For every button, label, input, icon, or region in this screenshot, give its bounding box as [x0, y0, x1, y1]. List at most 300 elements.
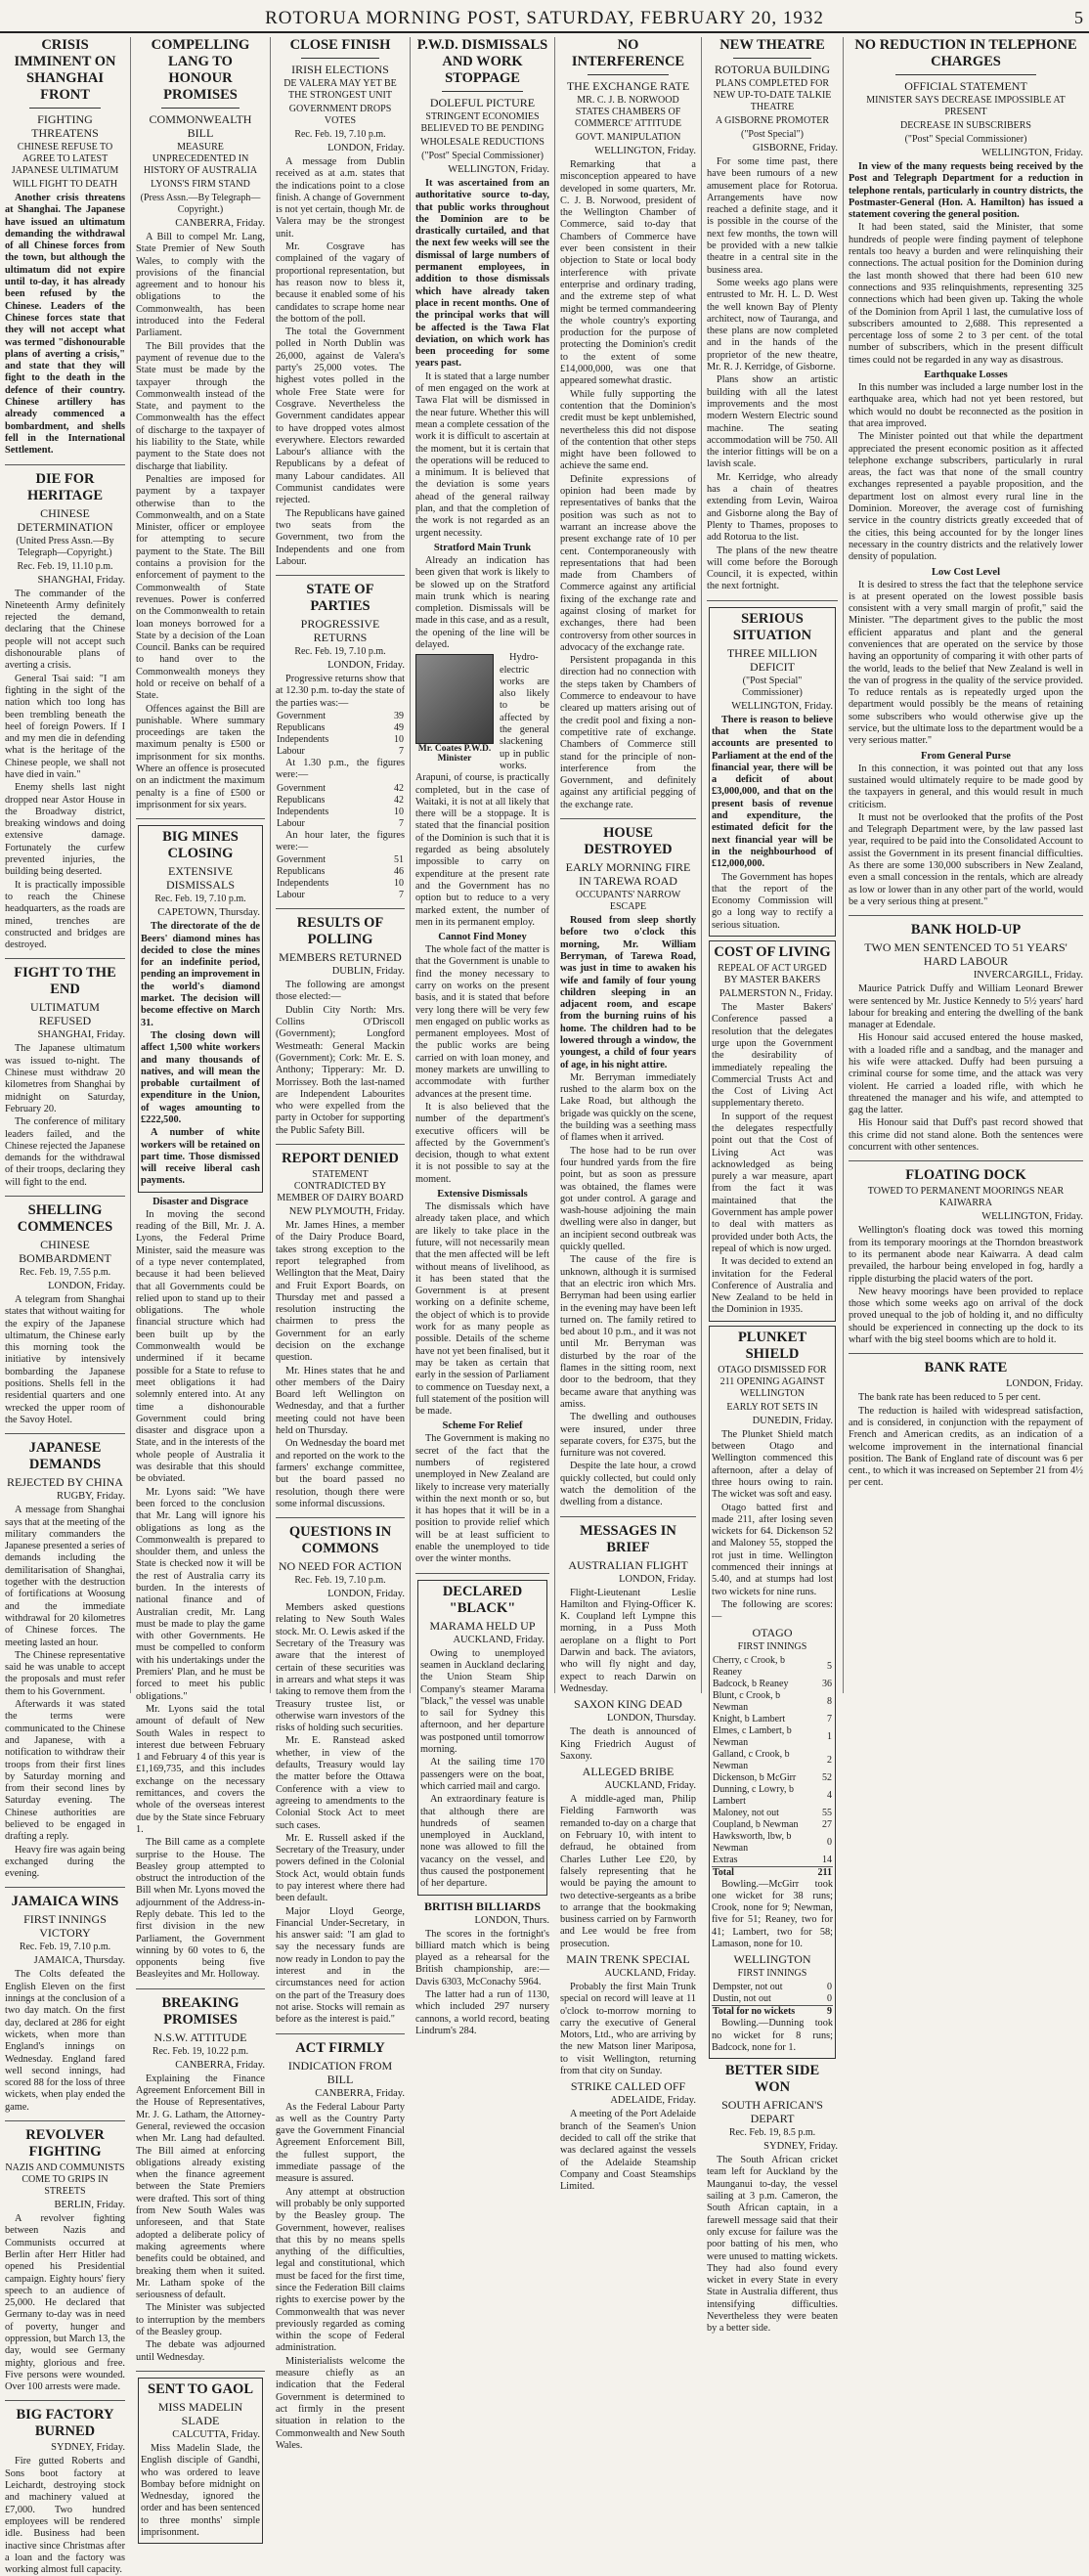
dateline: LONDON, Friday. [48, 1281, 125, 1291]
section-subhead: Scheme For Relief [442, 1420, 523, 1432]
subhead: THE EXCHANGE RATE [566, 79, 690, 93]
deck: STRINGENT ECONOMIES BELIEVED TO BE PENDING [420, 111, 544, 134]
paragraph: The Chinese representative said he was unable to accept the proposals and must refer them to his Government. [5, 1649, 125, 1697]
article-plunket-shield [709, 1326, 836, 2059]
deck: EARLY ROT SETS IN [726, 1401, 818, 1413]
paragraph: Mr. Hines states that he and other members of the Dairy Board left Wellington on Wednesday, and that a further meeting could not have been held on Thursday. [276, 1365, 405, 1437]
table-row [712, 1679, 833, 1690]
subhead: AUSTRALIAN FLIGHT [568, 1557, 688, 1572]
paragraph: Another crisis threatens at Shanghai. The Japanese have issued an ultimatum demanding the withdrawal of all Chinese forces from the town, but although the ultimatum did not expire until to-day, it has already been refused by the Chinese. Leaders of the Chinese forces state that they will not accept what was termed "dishonourable plans of averting a crisis," and state that they will fight to the death in the defence of their country. Chinese artillery has already commenced a bombardment, and shells fell in the International Settlement. [5, 193, 125, 457]
paragraph: Mr. E. Ranstead asked whether, in view of the defaults, Treasury would lay the matter before the Ottawa Conference with a view to agreeing to amendments to the Colonial Stock Act to meet such cases. [276, 1735, 405, 1831]
paragraph: Ministerialists welcome the measure chiefly as an indication that the Federal Government is determined to act firmly in the present situation in relation to the Commonwealth and New South Wales. [276, 2355, 405, 2451]
table-row [276, 854, 405, 866]
paragraph: Roused from sleep shortly before two o'clock this morning, Mr. William Berryman, of Tarewa Road, was just in time to awaken his wife and family of four young children sleeping in an adjacent room, and escape from the burning ruins of his home. The children had to be lowered through a window, the youngest, a child of four years of age, in his night attire. [560, 915, 696, 1070]
paragraph: It is desired to stress the fact that the telephone service is at present operated on the lowest possible basis consistent with a very small margin of profit," said the Minister. "The department gives to the public the most efficient apparatus and plant and the general conveniences that are operated on the service by those having an opportunity of comparing it with other parts of the world, leads to the belief that New Zealand is well in the van of progress in the quality of the service provided. To reduce rentals as is repeatedly urged upon the department would possibly be the means of retaining some subscribers who would otherwise give up the service, but the ultimate loss to the department would be a very serious matter." [849, 579, 1083, 747]
paragraph: Progressive returns show that at 12.30 p.m. to-day the state of the parties was:— [276, 674, 405, 709]
paragraph: A meeting of the Port Adelaide branch of the Seamen's Union decided to call off the strike that was declared against the vessels of the Adelaide Steamship Company and Coast Steamships Limited. [560, 2109, 696, 2193]
article-body [136, 2074, 265, 2364]
runs: 4 [827, 1789, 832, 1801]
article-body [276, 980, 405, 1137]
paragraph: The latter had a run of 1130, which included 297 nursery cannons, a world record, beating Lindrum's 284. [415, 1989, 549, 2036]
dateline: AUCKLAND, Friday. [453, 1634, 544, 1645]
article-body [707, 156, 838, 593]
paragraph: The following are scores:— [712, 1598, 833, 1623]
party-returns-table-3 [276, 854, 405, 901]
paragraph: The debate was adjourned until Wednesday. [136, 2339, 265, 2363]
headline: BIG FACTORY BURNED [16, 2407, 114, 2440]
paragraph: The total the Government polled in North Dublin was 26,000, against de Valera's party's 25,000 votes. The highest votes polled in the whole Free State were for Cosgrave. Nevertheless the Government candidates appear to have dropped votes almost everywhere. Electors rewarded Labour's alliance with the Republicans by a defeat of many Labour candidates. All Communist candidates were rejected. [276, 327, 405, 506]
total-label: Total [712, 1866, 807, 1879]
runs: 7 [827, 1713, 832, 1725]
subhead: MARAMA HELD UP [429, 1618, 536, 1633]
paragraph: The Plunket Shield match between Otago and Wellington commenced this afternoon, after a delay of three hours owing to rain. The wicket was soft and easy. [712, 1428, 833, 1501]
deck: DE VALERA MAY YET BE THE STRONGEST UNIT [283, 78, 397, 101]
runs: 55 [822, 1807, 832, 1818]
subhead: MEMBERS RETURNED [279, 950, 402, 965]
paragraph: There is reason to believe that when the State accounts are presented to Parliament at the end of the financial year, there will be a deficit of about £3,000,000, and that on the present basis of revenue and expenditure, the estimated deficit for the next financial year will be in the neighbourhood of £12,000,000. [712, 714, 833, 870]
party-seats: 46 [394, 866, 404, 878]
dateline: CANBERRA, Friday. [315, 2087, 405, 2099]
paragraph: The Bill provides that the payment of revenue due to the State must be made by the taxpayer through the Commonwealth instead of the State, and payment to the Commonwealth has the effect of discharge to the taxpayer of his liability to the State, while payment to the State does not discharge that liability. [136, 340, 265, 472]
headline: CLOSE FINISH [289, 37, 391, 53]
article-pwd-dismissals [415, 37, 549, 1566]
article-body [5, 1505, 125, 1880]
article-questions-in-commons [276, 1524, 405, 2026]
column-6 [702, 37, 844, 2335]
table-row [276, 722, 405, 734]
table-row [712, 1655, 833, 1679]
innings-label: FIRST INNINGS [737, 1968, 807, 1980]
headline: ACT FIRMLY [295, 2039, 385, 2056]
party-seats: 39 [394, 710, 404, 721]
article-body [712, 715, 833, 932]
article-act-firmly [276, 2040, 405, 2453]
batsman: Hawksworth, lbw, b Newman [713, 1830, 792, 1854]
party-name: Independents [277, 878, 329, 890]
page-number: 5 [1074, 8, 1083, 27]
article-compelling-lang [136, 37, 265, 811]
paragraph: Owing to unemployed seamen in Auckland declaring the Union Steam Ship Company's steamer Marama "black," the vessel was unable to sail for Sydney this afternoon, and her departure was postponed until tomorrow morning. [420, 1647, 544, 1756]
paragraph: On Wednesday the board met and reported on the work to the farmers' exchange committee, but the board passed no resolution, though there were some informal discussions. [276, 1438, 405, 1509]
subhead: STRIKE CALLED OFF [570, 2079, 686, 2094]
batsman: Knight, b Lambert [713, 1713, 786, 1725]
headline: COMPELLING LANG TO HONOUR PROMISES [151, 37, 250, 103]
article-revolver-fighting [5, 2127, 125, 2393]
dateline: LONDON, Thurs. [474, 1914, 549, 1926]
paragraph: The Republicans have gained two seats from the Government, two from the Independents and one from Labour. [276, 507, 405, 567]
batsman: Coupland, b Newman [713, 1818, 799, 1830]
headline: COST OF LIVING [714, 944, 831, 961]
paragraph: At the sailing time 170 passengers were on the boat, which carried mail and cargo. [420, 1757, 544, 1792]
paragraph: Members asked questions relating to New South Wales stock. Mr. O. Lewis asked if the Secretary of the Treasury was aware that the interest of certain of these securities was in arrears and what steps it was taking to remove them from the Treasury trustee list, or otherwise warn investors of the risks of holding such securities. [276, 1602, 405, 1734]
article-body [849, 1225, 1083, 1346]
dateline: WELLINGTON, Friday. [731, 700, 833, 712]
subhead: IRISH ELECTIONS [291, 63, 389, 76]
column-7 [844, 37, 1089, 1693]
article-body [276, 2102, 405, 2453]
headline: RESULTS OF POLLING [296, 915, 384, 948]
subhead: SAXON KING DEAD [574, 1697, 682, 1712]
paragraph: The dismissals which have already taken place, and which are likely to take place in the future, will not necessarily mean that the men affected will be left without means of livelihood, as it has been stated that the Government is at present working on a definite scheme, the object of which is to provide work for as many people as possible. Details of the scheme have not yet been finalised, but it may be taken as certain that early in the session of Parliament to commence on Tuesday next, a full statement of the position will be made. [415, 1201, 549, 1418]
section-subhead: Earthquake Losses [924, 370, 1008, 381]
article-body [712, 1429, 833, 1624]
table-row [712, 1808, 833, 1819]
party-seats: 10 [394, 878, 404, 890]
party-returns-table-1 [276, 711, 405, 758]
table-row [712, 1855, 833, 1867]
bowling-summary: Bowling.—Dunning took no wicket for 8 runs; Badcock, none for 1. [712, 2018, 833, 2053]
article-jamaica-wins [5, 1894, 125, 2114]
paragraph: Wellington's floating dock was towed this morning from its temporary moorings at the Thorndon breastwork to its permanent abode near Kaiwarra. A dead calm prevailed, the harbour being enveloped in fog, hardly a ripple disturbing the placid waters of the port. [849, 1225, 1083, 1285]
article-breaking-promises [136, 1995, 265, 2364]
batsman: Elmes, c Lambert, b Newman [713, 1725, 792, 1748]
deck: MINISTER SAYS DECREASE IMPOSSIBLE AT PRESENT [866, 95, 1066, 117]
subhead: TWO MEN SENTENCED TO 51 YEARS' HARD LABOUR [864, 940, 1067, 969]
headline: MESSAGES IN BRIEF [580, 1522, 676, 1555]
paragraph: Explaining the Finance Agreement Enforcement Bill in the House of Representatives, Mr. J. G. Latham, the Attorney-General, reviewed the occasion when Mr. Lang had defaulted. The Bill aimed at enforcing obligations already existing when the finance agreement between the State Premiers were drafted. This sort of thing from New South Wales was unforeseen, and that State adopted a deliberate policy of making agreements where benefits could be obtained, and breaking them when it suited. Mr. Latham spoke of the seriousness of default. [136, 2073, 265, 2301]
article-body [276, 674, 405, 710]
dateline: SYDNEY, Friday. [51, 2442, 125, 2454]
article-body [415, 1433, 549, 1565]
paragraph: The dwelling and outhouses were insured, under three separate covers, for £375, but the furniture was not covered. [560, 1412, 696, 1460]
headline: FLOATING DOCK [905, 1167, 1026, 1184]
paragraph: The Japanese ultimatum was issued to-night. The Chinese must withdraw 20 kilometres from Shanghai by midnight on Saturday, February 20. [5, 1043, 125, 1114]
paragraph: The Master Bakers' Conference passed a resolution that the delegates urge upon the Government the desirability of immediately repealing the Commercial Trusts Act and the Cost of Living Act supplementary thereto. [712, 1002, 833, 1110]
column-5 [555, 37, 702, 2193]
paragraph: Mr. E. Russell asked if the Secretary of the Treasury, under powers defined in the Colonial Stock Act, would obtain funds to pay interest where there had been default. [276, 1832, 405, 1904]
paragraph: His Honour said accused entered the house masked, with a loaded rifle and a sandbag, and the manager and his wife were attacked. Duffy had been pursuing a criminal course for some time, and the attack was very violent. He carried a loaded rifle, with which he threatened the manager and his wife, and attempted to gag the latter. [849, 1032, 1083, 1116]
table-row [276, 878, 405, 890]
received-time: Rec. Feb. 19, 7.10 p.m. [294, 646, 386, 658]
table-row [276, 711, 405, 722]
article-bank-hold-up [849, 922, 1083, 1154]
table-row [276, 890, 405, 901]
headline: REVOLVER FIGHTING [25, 2127, 105, 2161]
headline: BIG MINES CLOSING [162, 829, 239, 862]
article-results-of-polling [276, 915, 405, 1137]
deck: WHOLESALE REDUCTIONS [420, 137, 544, 148]
article-body [560, 2109, 696, 2193]
paragraph: Mr. Lyons said the total amount of default of New South Wales in respect to interest due between February 1 and February 4 of this year is £1,169,735, and this includes exchange on the necessary remittances, and covers the whole of the overseas interest due by the State since February 1. [136, 1703, 265, 1835]
party-name: Republicans [277, 721, 326, 733]
paragraph: Mr. James Hines, a member of the Dairy Produce Board, takes strong exception to the report telegraphed from Wellington that the Meat, Dairy and Fruit Export Boards, on Thursday met and passed a resolution instructing the chairmen to press the Government for an early decision on the exchange question. [276, 1220, 405, 1364]
table-row [712, 1993, 833, 2006]
dateline: WELLINGTON, Friday. [981, 1211, 1083, 1223]
paragraph: Afterwards it was stated the terms were communicated to the Chinese and Japanese, with a notification to withdraw their troops from their first lines by Saturday morning and from their second lines by Saturday evening. The Chinese authorities are believed to be engaged in drafting a reply. [5, 1699, 125, 1843]
paragraph: Plans show an artistic building with all the latest improvements and the most modern Western Electric sound machine. The seating accommodation will be 750. All the interior fittings will be on a lavish scale. [707, 374, 838, 470]
headline: JAPANESE DEMANDS [28, 1440, 102, 1473]
article-body [560, 915, 696, 1509]
portrait-image [415, 654, 494, 744]
deck: GOVERNMENT DROPS VOTES [288, 104, 392, 126]
party-name: Labour [277, 817, 305, 829]
article-big-factory-burned [5, 2407, 125, 2576]
total-row [712, 2006, 833, 2019]
table-row [712, 1819, 833, 1831]
deck: GOVT. MANIPULATION [575, 132, 681, 143]
paragraph: General Tsai said: "I am fighting in the sight of the nation which too long has been trembling beneath the heel of foreign Powers. If I and my men die in defending what is the heritage of the Chinese people, we shall not have died in vain." [5, 673, 125, 780]
section-subhead: Extensive Dismissals [437, 1189, 528, 1201]
runs: 0 [827, 1836, 832, 1848]
subhead: ULTIMATUM REFUSED [30, 1000, 100, 1028]
batsman: Dempster, not out [713, 1982, 783, 1993]
party-seats: 7 [399, 817, 404, 829]
headline: QUESTIONS IN COMMONS [288, 1524, 392, 1557]
paragraph: In this connection, it was pointed out that any loss sustained would ultimately require to be made good by the taxpayers in general, and this would result in much criticism. [849, 763, 1083, 810]
subhead: EARLY MORNING FIRE IN TAREWA ROAD [565, 860, 691, 889]
press-credit: ("Post" Special Commissioner) [904, 134, 1027, 145]
dateline: JAMAICA, Thursday. [33, 1955, 125, 1967]
paragraph: While fully supporting the contention that the Dominion's credit must be kept unblemished, nevertheless this did not dispose of the contention that other steps might have been followed to achieve the same end. [560, 388, 696, 472]
article-body [5, 1043, 125, 1189]
dateline: INVERCARGILL, Friday. [973, 970, 1083, 982]
subhead: PROGRESSIVE RETURNS [300, 617, 380, 645]
headline: P.W.D. DISMISSALS AND WORK STOPPAGE [416, 37, 548, 86]
article-body [141, 2443, 260, 2539]
paragraph: Heavy fire was again being exchanged during the evening. [5, 1844, 125, 1880]
paragraph: A message from Dublin received as at a.m. states that the indications point to a close finish. A change of Government is not yet certain, though Mr. de Valera may be the strongest unit. [276, 156, 405, 240]
table-row [276, 734, 405, 746]
paragraph: Offences against the Bill are punishable. Where summary proceedings are taken the maximum penalty is £500 or imprisonment for six months. Where an offence is prosecuted on an indictment the maximum penalty is a fine of £500 or imprisonment for six years. [136, 703, 265, 810]
deck: MR. C. J. B. NORWOOD STATES CHAMBERS OF COMMERCE' ATTITUDE [574, 95, 682, 129]
paragraph: It had been stated, said the Minister, that some hundreds of people were finding payment of telephone rentals too heavy a burden and were relinquishing their connections. The actual position for the Dominion during the last month showed that there had been 610 new connections and 935 relinquishments, representing 325 connections which had been given up. Taking the whole of the Dominion from April 1 last, the cumulative loss of subscribers amounted to 2,688. This represented a percentage loss of some 2 to 3 per cent. of the total number of subscribers, which in the present difficult times could not be regarded in any way as disastrous. [849, 222, 1083, 366]
article-telephone-charges [849, 37, 1083, 908]
dateline: SHANGHAI, Friday. [37, 574, 125, 586]
paragraph: Already an indication has been given that work is likely to be slowed up on the Stratford main trunk which is nearing completion. Dismissals will be made in this case, and as a result, the opening of the line will be delayed. [415, 554, 549, 650]
paragraph: The bank rate has been reduced to 5 per cent. [858, 1392, 1041, 1404]
paragraph: Definite expressions of opinion had been made by representatives of banks that the position was such as not to warrant an increase above the present exchange rate of 10 per cent. Contemporaneously with representations that had been made from Chambers of Commerce against any artificial fixing of the exchange rate and against closing of market for exchanges, there had been controversy from other sources in advocacy of the exchange rate. [560, 473, 696, 653]
column-1 [0, 37, 131, 2576]
subhead: REJECTED BY CHINA [7, 1475, 123, 1490]
article-body [415, 178, 549, 540]
paragraph: Mr. Kerridge, who already has a chain of theatres extending from Levin, Wairoa and Gisborne along the Bay of Plenty to Thames, proposes to add Rotorua to the list. [707, 471, 838, 544]
subhead: SOUTH AFRICAN'S DEPART [721, 2098, 823, 2126]
table-row [276, 795, 405, 807]
dateline: DUBLIN, Friday. [331, 966, 405, 978]
article-sent-to-gaol [138, 2378, 263, 2544]
runs: 2 [827, 1754, 832, 1766]
party-seats: 51 [394, 854, 404, 866]
received-time: Rec. Feb. 19, 7.10 p.m. [154, 894, 246, 905]
paragraph: It is practically impossible to reach the Chinese headquarters, as the roads are mined, trenches are constructed and bridges are destroyed. [5, 879, 125, 951]
table-row [276, 866, 405, 878]
article-body [136, 1209, 265, 1982]
paragraph: The following are amongst those elected:— [276, 980, 405, 1003]
headline: JAMAICA WINS [11, 1894, 119, 1910]
paragraph: Any attempt at obstruction will probably be only supported by the Beasley group. The Government, however, realises that this by no means spells anything of the difficulties, legal and constitutional, which must be faced for the first time, since the Federation Bill claims rights to exercise power by the Commonwealth that was never previously regarded as coming within the scope of Federal administration. [276, 2186, 405, 2354]
article-messages-in-brief [560, 1523, 696, 2194]
team-name: OTAGO [752, 1625, 793, 1639]
headline: SENT TO GAOL [148, 2380, 253, 2397]
subhead: THREE MILLION DEFICIT [726, 645, 818, 674]
paragraph: Otago batted first and made 211, after losing seven wickets for 64. Dickenson 52 and Maloney 55, stopped the rot just in time. Wellington commenced their innings at 5.40, and at stumps had lost two wickets for nine runs. [712, 1502, 833, 1597]
party-name: Government [277, 854, 326, 866]
article-state-of-parties [276, 582, 405, 901]
article-shelling-commences [5, 1202, 125, 1426]
headline: BANK HOLD-UP [910, 922, 1022, 939]
paragraph: The Government is making no secret of the fact that the numbers of registered unemployed in New Zealand are likely to increase very materially within the next month or so, but it has hopes that it will be in a position to provide relief which will be at least sufficient to enable the unemployed to tide over the winter months. [415, 1433, 549, 1565]
paragraph: A middle-aged man, Philip Fielding Farnworth was remanded to-day on a charge that on February 10, with intent to defraud, he obtained from Charles Luther Lee £20, by falsely representing that he would be paying the amount to two detective-sergeants as a bribe to arrange that the bookmaking business carried on by Farnworth and Lee would be free from prosecution. [560, 1794, 696, 1949]
photo-caption: Mr. Coates P.W.D. Minister [417, 744, 492, 764]
article-body [5, 2456, 125, 2576]
paragraph: Penalties are imposed for payment by a taxpayer otherwise than to the Commonwealth, and on a State Minister, officer or employee for attempting to secure payment to the State. The Bill contains a provision for the enforcement of payment to the Commonwealth of State revenues. Power is conferred on the Commonwealth to retain loan moneys borrowed for a State by a decision of the Loan Council. Banks can be required to hand over to the Commonwealth moneys they hold or receive on behalf of a State. [136, 473, 265, 702]
deck: OTAGO DISMISSED FOR 211 OPENING AGAINST WELLINGTON [718, 1364, 827, 1399]
paragraph: The Government has hopes that the report of the Economy Commission will go a long way to rectify a serious situation. [712, 871, 833, 931]
headline: SERIOUS SITUATION [732, 610, 812, 643]
subhead: EXTENSIVE DISMISSALS [165, 864, 236, 893]
article-no-interference [560, 37, 696, 811]
article-body [415, 944, 549, 1186]
deck: CHINESE REFUSE TO AGREE TO LATEST JAPANESE ULTIMATUM [11, 142, 119, 176]
deck: OCCUPANTS' NARROW ESCAPE [575, 890, 681, 913]
article-body [5, 1294, 125, 1426]
subhead: N.S.W. ATTITUDE [153, 2030, 247, 2044]
article-declared-black [417, 1580, 547, 1896]
article-body [707, 2155, 838, 2335]
deck: A GISBORNE PROMOTER [715, 115, 830, 126]
paragraph: Mr. Cosgrave has complained of the vagary of proportional representation, but has reason now to bless it, because it enabled some of his candidates to scrape home near the bottom of the poll. [276, 241, 405, 325]
subhead: CHINESE BOMBARDMENT [19, 1238, 111, 1265]
paragraph: Fire gutted Roberts and Sons boot factory at Leichardt, destroying stock and machinery valued at £7,000. Two hundred employees will be rendered idle. Business had been inactive since Christmas after a loan and the factory was working almost full capacity. [5, 2456, 125, 2576]
paragraph: The hose had to be run over four hundred yards from the fire point, but as soon as pressure was obtained, the flames were got under control. A garage and wash-house adjoining the main dwelling were also in danger, but an incipient second outbreak was quickly quelled. [560, 1145, 696, 1253]
paragraph: Major Lloyd George, Financial Under-Secretary, in his answer said: "I am glad to say the necessary funds are now ready in London to pay the interest and in the circumstances need for action on the part of the Treasury does not arise. Stocks will remain as before as the interest is paid." [276, 1905, 405, 2026]
headline: BREAKING PROMISES [161, 1994, 240, 2028]
headline: NO INTERFERENCE [571, 37, 685, 69]
paragraph: The death is announced of King Friedrich August of Saxony. [560, 1726, 696, 1762]
paragraph: A Bill to compel Mr. Lang, State Premier of New South Wales, to comply with the provisions of the financial agreement and to honour his obligations to the Commonwealth, has been introduced into the Federal Parliament. [136, 232, 265, 339]
article-cost-of-living [709, 940, 836, 1322]
received-time: Rec. Feb. 19, 7.10 p.m. [294, 129, 386, 140]
article-floating-dock [849, 1167, 1083, 1346]
runs: 52 [822, 1771, 832, 1783]
batsman: Dustin, not out [713, 1993, 771, 2005]
total-runs: 211 [807, 1866, 833, 1879]
paragraph: The reduction is hailed with widespread satisfaction, and is considered, in conjunction with the repayment of French and American credits, as an indication of a welcome improvement in the international financial position. The Bank of England rate of discount was 6 per cent., to which it was increased on September 21 from 4½ per cent. [849, 1405, 1083, 1489]
bowling-summary: Bowling.—McGirr took one wicket for 38 runs; Crook, none for 9; Newman, five for 51; Reaney, two for 41; Lambert, two for 58; Lamason, none for 10. [712, 1878, 833, 1949]
article-body [712, 1002, 833, 1317]
article-body [849, 764, 1083, 909]
paragraph: Hydro-electric works are also likely to be affected by the general slackening up in public works. Arapuni, of course, is practically completed, but in the case of Waitaki, it is not at all likely that there will be a stoppage. It is stated that the financial position of the Dominion is such that it is regarded as being absolutely impossible to carry on expenditure at the present rate and the Government has no option but to reduce to a very marked extent, the number of men in its permanent employ. [415, 652, 549, 928]
paragraph: The commander of the Nineteenth Army definitely rejected the demand, declaring that the Chinese people will not accept such dishonourable plans of averting a crisis. [5, 588, 125, 672]
article-close-finish [276, 37, 405, 568]
total-row [712, 1866, 833, 1879]
dateline: WELLINGTON, Friday. [981, 148, 1083, 158]
paragraph: Remarking that a misconception appeared to have developed in some quarters, Mr. C. J. B. Norwood, president of the Wellington Chamber of Commerce, said to-day that Chambers of Commerce have ever been consistent in their objection to State or local body interference with private enterprise and ordinary trading, and the extreme step of what might be termed commandeering the whole country's exporting production for the purpose of protecting the Dominion's credit to the extent of some £14,000,000, was one that appeared somewhat drastic. [560, 159, 696, 387]
paragraph: Mr. Berryman immediately rushed to the alarm box on the Lake Road, but although the brigade was quickly on the scene, the building was a seething mass of flames when it arrived. [560, 1071, 696, 1144]
paragraph: In moving the second reading of the Bill, Mr. J. A. Lyons, the Federal Prime Minister, said the measure was of a type never contemplated, because it had been believed that all Governments could be relied upon to stand up to their obligations. The whole financial structure which had been built up by the Commonwealth would be undermined if it became possible for a State to refuse to meet obligations it had solemnly entered into. At any time a dishonourable Government could bring disaster and disgrace upon a State, and in the interests of the whole people of Australia it was desirable that this should be obviated. [136, 1208, 265, 1485]
deck: MEASURE UNPRECEDENTED IN HISTORY OF AUSTRALIA [143, 142, 258, 176]
press-credit: ("Post" Special Commissioner) [421, 151, 544, 161]
runs: 27 [822, 1818, 832, 1830]
article-body [5, 2213, 125, 2393]
headline: FIGHT TO THE END [14, 965, 116, 998]
subhead: FIGHTING THREATENS [31, 112, 99, 140]
headline: STATE OF PARTIES [306, 582, 374, 615]
table-row [712, 1772, 833, 1784]
press-credit: ("Post Special") [741, 129, 804, 140]
newspaper-title: ROTORUA MORNING POST, SATURDAY, FEBRUARY 20, 1932 [265, 8, 824, 28]
paragraph: A number of white workers will be retained on part time. Those dismissed will receive liberal cash payments. [141, 1127, 260, 1187]
dateline: NEW PLYMOUTH, Friday. [288, 1206, 405, 1218]
party-name: Labour [277, 745, 305, 757]
table-row [712, 1982, 833, 1993]
subhead: ALLEGED BRIBE [582, 1765, 675, 1779]
paragraph: It is also believed that the number of the department's executive officers will be affected by the Government's decision, though to what extent it is not possible to say at the moment. [415, 1101, 549, 1185]
party-seats: 10 [394, 733, 404, 745]
dateline: DUNEDIN, Friday. [752, 1415, 833, 1426]
dateline: WELLINGTON, Friday. [448, 164, 549, 175]
deck: LYONS'S FIRM STAND [151, 179, 250, 190]
runs: 0 [827, 1982, 832, 1993]
subhead: DOLEFUL PICTURE [429, 96, 536, 109]
paragraph: A revolver fighting between Nazis and Communists occurred at Berlin after Herr Hitler had opened his Presidential campaign. Eighty hours' fiery speech to an audience of 25,000. He declared that Germany to-day was in need of poverty, hunger and oppression, but March 13, the day, would see Germany mighty, glorious and free. Five persons were wounded. Over 100 arrests were made. [5, 2213, 125, 2393]
article-body [136, 232, 265, 811]
paragraph: The conference of military leaders failed, and the Chinese rejected the Japanese demands for the withdrawal of their troops, declaring they will fight to the end. [5, 1116, 125, 1188]
paragraph: Despite the late hour, a crowd quickly collected, but could only watch the demolition of the dwelling from a distance. [560, 1461, 696, 1508]
article-body [276, 1602, 405, 2026]
article-body [560, 159, 696, 811]
party-name: Government [277, 782, 326, 794]
paragraph: Some weeks ago plans were entrusted to Mr. H. L. D. West the well known Bay of Plenty architect, now of Tauranga, and these plans are now completed and in the hands of the proprietor of the new theatre, Mr. R. J. Kerridge, of Gisborne. [707, 277, 838, 373]
wellington-scorecard [712, 1982, 833, 2018]
article-big-mines-closing [138, 825, 263, 1193]
columns [0, 37, 1089, 2576]
deck: TOWED TO PERMANENT MOORINGS NEAR KAIWARRA [867, 1186, 1065, 1209]
received-time: Rec. Feb. 19, 11.10 p.m. [17, 560, 113, 572]
party-seats: 42 [394, 794, 404, 806]
paragraph: Probably the first Main Trunk special on record will leave at 11 o'clock to-morrow morning to carry the executive of General Motors, Ltd., who are arriving by the new Matson liner Mariposa, to visit Wellington, returning from that city on Sunday. [560, 1982, 696, 2077]
subhead: OFFICIAL STATEMENT [904, 79, 1027, 93]
dateline: PALMERSTON N., Friday. [719, 988, 833, 1000]
article-body [560, 1588, 696, 1696]
paragraph: It was ascertained from an authoritative source to-day, that public works throughout the Dominion are to be drastically curtailed, and that the next few weeks will see the dismissal of large numbers of permanent employees, in addition to those dismissals which have already taken place in recent months. One of the principal works that will be affected is the Tawa Flat deviation, on which work has been proceeding for some years past. [415, 178, 549, 370]
dateline: LONDON, Friday. [327, 660, 405, 672]
table-row [276, 807, 405, 818]
received-time: Rec. Feb. 19, 7.10 p.m. [294, 1575, 386, 1587]
paragraph: A telegram from Shanghai states that without waiting for the expiry of the Japanese ultimatum, the Chinese early this morning took the initiative by intensively bombarding the Japanese positions. Shells fell in the residential quarters and one wrecked the upper room of the Savoy Hotel. [5, 1294, 125, 1425]
batsman: Extras [713, 1854, 738, 1865]
dateline: AUCKLAND, Friday. [604, 1968, 696, 1979]
paragraph: The whole fact of the matter is that the Government is unable to find the money necessary to carry on works on the present basis, and it is stated that before very long there will be very few men engaged on public works as permanent employees. Most of the public works are being carried on with loan money, and money markets are unwilling to accommodate with further advances at the present time. [415, 944, 549, 1100]
dateline: LONDON, Friday. [1006, 1378, 1083, 1390]
paragraph: In view of the many requests being received by the Post and Telegraph Department for a reduction in telephone rentals, particularly in country districts, the Postmaster-General (Hon. A. Hamilton) has issued a statement covering the general position. [849, 161, 1083, 221]
runs: 5 [827, 1660, 832, 1672]
paragraph: As the Federal Labour Party as well as the Country Party gave the Government Financial Agreement Enforcement Bill, the fullest support, the immediate passage of the measure is assured. [276, 2101, 405, 2185]
batsman: Maloney, not out [713, 1807, 779, 1818]
paragraph: An extraordinary feature is that although there are hundreds of seamen unemployed in Auckland, none was allowed to fill the vacancy on the vessel, and thus caused the postponement of her departure. [420, 1794, 544, 1890]
paragraph: The South African cricket team left for Auckland by the Maunganui to-day, the vessel sailing at 3 p.m. Cameron, the South African captain, in a farewell message said that their only excuse for failure was the poor batting of his men, who were unused to matting wickets. They had also found every wicket in every State in every State in Australia different, thus intensifying difficulties. Nevertheless they were beaten by a better side. [707, 2155, 838, 2335]
article-body [415, 1201, 549, 1418]
paragraph: A message from Shanghai says that at the meeting of the military commanders the Japanese presented a series of demands including the demilitarisation of Shanghai, together with the destruction of fortifications at Woosung and the immediate withdrawal for 20 kilometres of Chinese forces. The meeting lasted an hour. [5, 1505, 125, 1648]
article-body [5, 1969, 125, 2114]
deck: DECREASE IN SUBSCRIBERS [900, 120, 1031, 131]
runs: 1 [827, 1730, 832, 1742]
section-subhead: From General Purse [921, 750, 1011, 762]
paragraph: In this number was included a large number lost in the earthquake area, which had not yet been restored, but which would no doubt be reconnected as the position in that area improved. [849, 382, 1083, 429]
article-body [276, 1220, 405, 1510]
paragraph: The closing down will affect 1,500 white workers and many thousands of natives, and will mean the probable curtailment of expenditure in the Union, of wages amounting to £222,500. [141, 1029, 260, 1125]
party-name: Independents [277, 806, 329, 817]
party-seats: 49 [394, 721, 404, 733]
paragraph: New heavy moorings have been provided to replace those which some weeks ago on arrival of the dock proved unequal to the job of holding it, and no difficulty should be experienced in connecting up the dock to its wharf with the big steel booms which are to hold it. [849, 1286, 1083, 1346]
subhead: MAIN TRENK SPECIAL [566, 1952, 690, 1966]
dateline: CAPETOWN, Thursday. [157, 907, 260, 919]
headline: BETTER SIDE WON [724, 2063, 820, 2096]
article-die-for-heritage [5, 471, 125, 952]
deck: NAZIS AND COMMUNISTS COME TO GRIPS IN STREETS [5, 2162, 125, 2198]
article-body [415, 555, 549, 929]
party-name: Labour [277, 890, 305, 901]
